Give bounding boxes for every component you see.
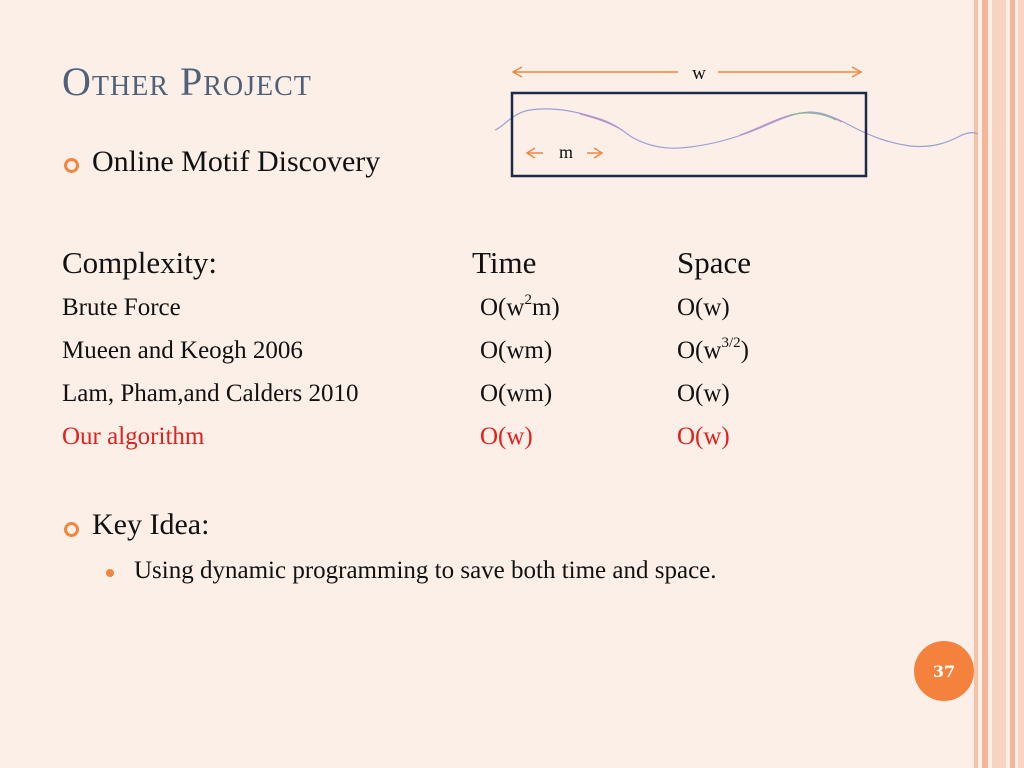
w-arrow xyxy=(513,67,861,77)
sub-bullet-marker xyxy=(106,569,114,577)
w-label: w xyxy=(692,63,706,84)
space-complexity: $O(w^{3/2})$ xyxy=(677,335,749,364)
slide-title: Other Project xyxy=(62,59,312,104)
window-box xyxy=(512,93,866,176)
time-series-line-accent xyxy=(580,113,842,135)
bullet-key-idea: Key Idea: xyxy=(92,508,210,541)
algorithm-name: Brute Force xyxy=(62,294,181,321)
page-number: 37 xyxy=(914,641,974,701)
time-complexity: $O(w^2m)$ xyxy=(480,292,560,321)
complexity-label: Complexity: xyxy=(62,245,217,280)
key-idea-detail: Using dynamic programming to save both time and space. xyxy=(134,557,717,584)
m-label: m xyxy=(558,142,574,162)
algorithm-name: Lam, Pham,and Calders 2010 xyxy=(62,380,359,407)
space-complexity: O(w) xyxy=(677,294,730,321)
our-space-complexity: O(w) xyxy=(677,423,730,450)
space-complexity: O(w) xyxy=(677,380,730,407)
time-complexity: O(wm) xyxy=(480,337,553,364)
window-diagram-svg xyxy=(490,58,980,188)
space-header: Space xyxy=(677,245,752,280)
time-header: Time xyxy=(472,245,537,280)
our-time-complexity: O(w) xyxy=(480,423,533,450)
time-complexity: O(wm) xyxy=(480,380,553,407)
decorative-stripes xyxy=(974,0,1024,768)
our-algorithm-name: Our algorithm xyxy=(62,423,205,450)
algorithm-name: Mueen and Keogh 2006 xyxy=(62,337,303,364)
window-diagram xyxy=(490,58,980,188)
bullet-marker xyxy=(64,522,79,537)
bullet-online-motif: Online Motif Discovery xyxy=(92,145,381,178)
bullet-marker xyxy=(64,158,79,173)
